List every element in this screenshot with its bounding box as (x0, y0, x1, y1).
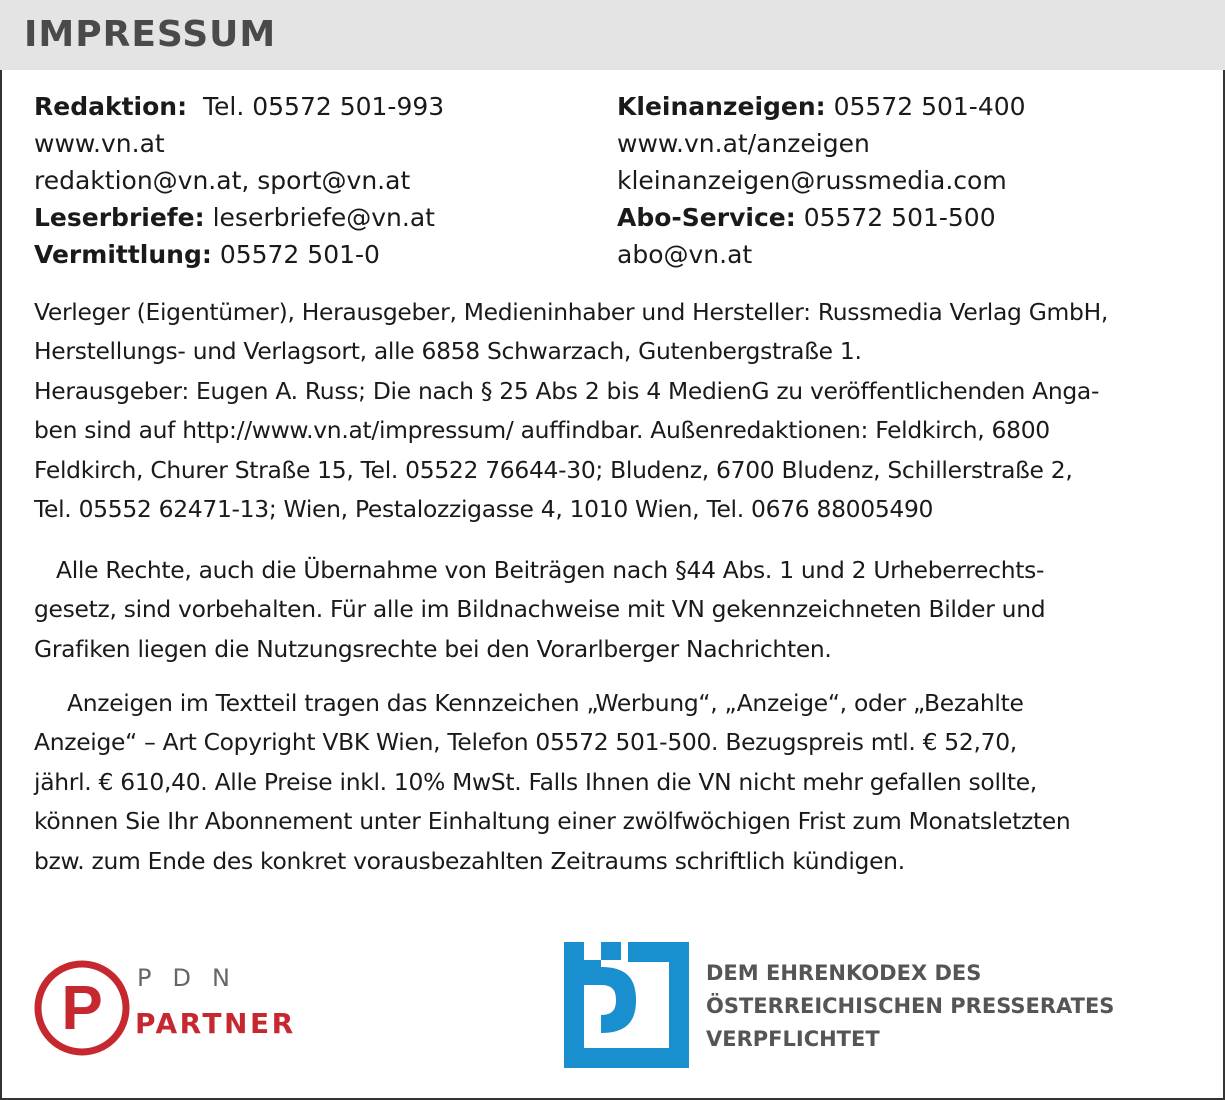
presserat-line: DEM EHRENKODEX DES (706, 961, 982, 985)
redaktion-web-link[interactable]: www.vn.at (34, 129, 165, 158)
section-header (0, 0, 1225, 70)
paragraph-line: können Sie Ihr Abonnement unter Einhaltung einer zwölfwöchigen Frist zum Monatsletzten (34, 807, 1071, 836)
pdn-partner-word: PARTNER (135, 1007, 296, 1040)
page-title: IMPRESSUM (24, 14, 277, 55)
presserat-text (706, 957, 1114, 1056)
paragraph-line: Tel. 05552 62471-13; Wien, Pestalozzigasse 4, 1010 Wien, Tel. 0676 88005490 (34, 495, 934, 524)
paragraph-line: Verleger (Eigentümer), Herausgeber, Medieninhaber und Hersteller: Russmedia Verlag GmbH, (34, 298, 1108, 326)
paragraph-line: Feldkirch, Churer Straße 15, Tel. 05522 76644-30; Bludenz, 6700 Bludenz, Schillerstraße 2, (34, 455, 1073, 484)
redaktion-label: Redaktion: (34, 92, 188, 121)
contacts-left (34, 88, 444, 273)
abo-service-label: Abo-Service: (617, 203, 796, 232)
kleinanzeigen-email[interactable]: kleinanzeigen@russmedia.com (617, 166, 1007, 195)
anzeigen-web-link[interactable]: www.vn.at/anzeigen (617, 129, 870, 158)
paragraph-line: jährl. € 610,40. Alle Preise inkl. 10% MwSt. Falls Ihnen die VN nicht mehr gefallen sollte, (34, 767, 1037, 796)
paragraph-line: bzw. zum Ende des konkret vorausbezahlten Zeitraums schriftlich kündigen. (34, 846, 905, 875)
abo-email[interactable]: abo@vn.at (617, 240, 753, 269)
pdn-circle-letter: P (61, 974, 103, 1043)
paragraph-line: Anzeige“ – Art Copyright VBK Wien, Telefon 05572 501-500. Bezugspreis mtl. € 52,70, (34, 728, 1017, 757)
leserbriefe-email[interactable]: leserbriefe@vn.at (212, 203, 435, 232)
redaktion-phone: Tel. 05572 501-993 (203, 92, 445, 121)
presserat-logo-icon (561, 940, 691, 1070)
presserat-line: VERPFLICHTET (706, 1027, 880, 1051)
paragraph-line: gesetz, sind vorbehalten. Für alle im Bildnachweise mit VN gekennzeichneten Bilder und (34, 595, 1046, 624)
leserbriefe-label: Leserbriefe: (34, 203, 205, 232)
paragraph-line: ben sind auf http://www.vn.at/impressum/ auffindbar. Außenredaktionen: Feldkirch, 6800 (34, 416, 1050, 445)
contacts-right (617, 88, 1026, 273)
redaktion-emails[interactable]: redaktion@vn.at, sport@vn.at (34, 166, 411, 195)
advertising-paragraph (34, 684, 1204, 881)
publisher-paragraph (34, 293, 1204, 529)
pdn-letters: PDN (137, 964, 251, 992)
paragraph-line: Grafiken liegen die Nutzungsrechte bei den Vorarlberger Nachrichten. (34, 634, 832, 663)
pdn-partner-logo (34, 960, 314, 1060)
paragraph-line: Alle Rechte, auch die Übernahme von Beiträgen nach §44 Abs. 1 und 2 Urheberrechts- (56, 556, 1045, 584)
vermittlung-label: Vermittlung: (34, 240, 212, 269)
presserat-line: ÖSTERREICHISCHEN PRESSERATES (706, 994, 1115, 1018)
kleinanzeigen-phone: 05572 501-400 (833, 92, 1026, 121)
pdn-circle-icon (34, 960, 130, 1056)
kleinanzeigen-label: Kleinanzeigen: (617, 92, 826, 121)
abo-service-phone: 05572 501-500 (803, 203, 996, 232)
vermittlung-phone: 05572 501-0 (219, 240, 380, 269)
paragraph-line: Herausgeber: Eugen A. Russ; Die nach § 25 Abs 2 bis 4 MedienG zu veröffentlichenden Anga- (34, 376, 1100, 405)
rights-paragraph (34, 551, 1204, 669)
paragraph-line: Herstellungs- und Verlagsort, alle 6858 Schwarzach, Gutenbergstraße 1. (34, 337, 862, 366)
paragraph-line: Anzeigen im Textteil tragen das Kennzeichen „Werbung“, „Anzeige“, oder „Bezahlte (67, 689, 1024, 717)
